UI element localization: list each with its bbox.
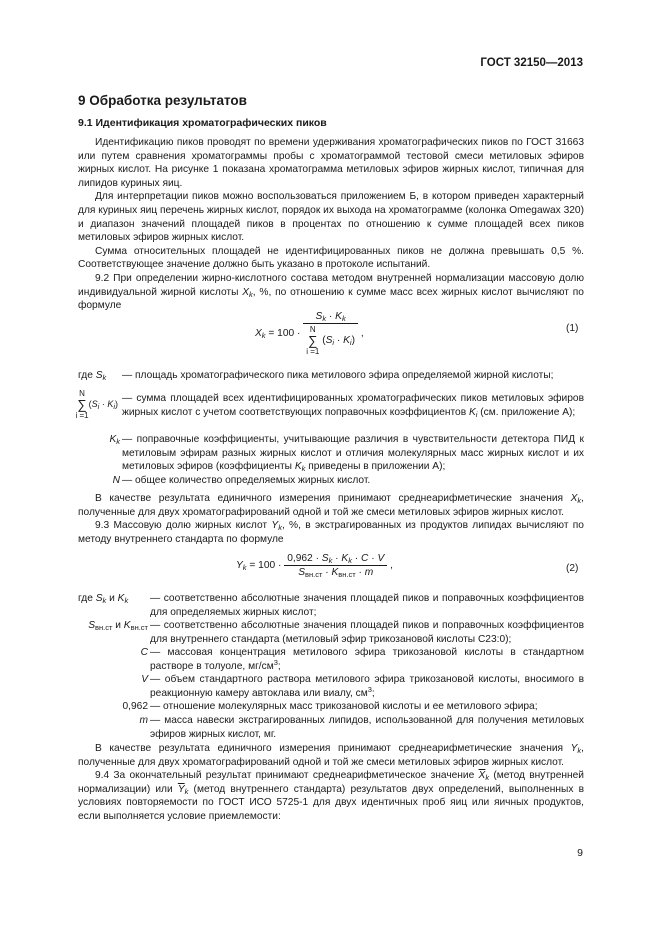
def-desc-kk: — поправочные коэффициенты, учитывающие различия в чувствительности детектора ПИД к метиловым эфирам разных жирных кислот и отличия молекулярных масс жирных кислот и их метиловых эфиров (коэффициенты $K_k$ приведены в приложении А); xyxy=(122,434,584,474)
paragraph-unidentified: Сумма относительных площадей не идентифицированных пиков не должна превышать 0,5 %. Соответствующее значение должно быть указано в протоколе испытаний. xyxy=(78,245,584,271)
standard-header: ГОСТ 32150—2013 xyxy=(480,57,583,69)
paragraph-appendix-b: Для интерпретации пиков можно воспользоваться приложением Б, в котором приведен характерный для куриных яиц перечень жирных кислот, порядок их выхода на хроматограмме (колонка Omegawax 320) и диапазон значений площадей пиков в процентах по отношению к сумме площадей всех пиков метиловых эфиров жирных кислот. xyxy=(78,191,584,244)
paragraph-9-2: 9.2 При определении жирно-кислотного состава методом внутренней нормализации массовую долю индивидуальной жирной кислоты $X_k$, %, по отношению к сумме масс всех жирных кислот вычисляют по формуле xyxy=(78,272,584,312)
def-term-sum: N ∑ $i =1(S_i \cdot K_i)$ xyxy=(75,389,118,420)
section-9-2-result xyxy=(78,492,584,546)
def-desc-sum: — сумма площадей всех идентифицированных хроматографических пиков метиловых эфиров жирных кислот с учетом соответствующих поправочных коэффициентов $K_i$ (см. приложение А); xyxy=(122,393,584,419)
def-desc-c: — массовая концентрация метилового эфира трикозановой кислоты в стандартном растворе в толуоле, $мг/см^3$; xyxy=(150,647,584,672)
def-term-v: V xyxy=(141,674,148,685)
def-desc-std: — соответственно абсолютные значения площадей пиков и поправочных коэффициентов для внутреннего стандарта (метиловый эфир трикозановой кислоты С23:0); xyxy=(150,620,584,645)
page-number: 9 xyxy=(577,847,583,859)
formula-2-number: (2) xyxy=(566,563,579,574)
formula-2: $Y_k = 100$ · $\frac{0,962 \cdot S_k \cdot K_k \cdot C \cdot V}{S_{вн.ст} \cdot K_{вн.ст} \cdot m}$ , xyxy=(236,553,393,579)
def-term-sk: где $S_k$ xyxy=(78,370,107,382)
paragraph-result-yk: В качестве результата единичного измерения принимают среднеарифметические значения $Y_k$, полученные для двух хроматографирований одной и той же смеси метиловых эфиров жирных кислот. xyxy=(78,743,584,768)
definitions-formula-2 xyxy=(78,592,584,740)
formula-1: $X_k = 100$ · $S_k \cdot K_k$ N ∑ i =1 $(S_i \cdot K_i)$ , xyxy=(255,311,364,356)
def-desc-n: — общее количество определяемых жирных кислот. xyxy=(122,475,371,486)
paragraph-result-xk: В качестве результата единичного измерения принимают среднеарифметические значения $X_k$, полученные для двух хроматографирований одной и той же смеси метиловых эфиров жирных кислот. xyxy=(78,493,584,518)
def-term-kk: $K_k$ xyxy=(109,434,120,446)
def-desc-sk-kk: — соответственно абсолютные значения площадей пиков и поправочных коэффициентов для определяемых жирных кислот; xyxy=(150,593,584,618)
section-9-1-text xyxy=(78,136,584,313)
def-desc-m: — масса навески экстрагированных липидов, использованной для получения метиловых эфиров жирных кислот, мг. xyxy=(150,715,584,740)
def-desc-sk: — площадь хроматографического пика метилового эфира определяемой жирной кислоты; xyxy=(122,370,554,381)
def-desc-ratio: — отношение молекулярных масс трикозановой кислоты и ее метилового эфира; xyxy=(150,701,538,712)
def-term-n: N xyxy=(112,475,120,486)
section-title: 9 Обработка результатов xyxy=(78,93,247,108)
formula-1-number: (1) xyxy=(566,323,579,334)
paragraph-identification: Идентификацию пиков проводят по времени удерживания хроматографических пиков по ГОСТ 31663 или путем сравнения хроматограммы пробы с хроматограммой тестовой смеси метиловых эфиров жирных кислот. На рисунке 1 показана хроматограмма метиловых эфиров жирных кислот, типичная для липидов куриных яиц. xyxy=(78,137,584,189)
paragraph-9-3: 9.3 Массовую долю жирных кислот $Y_k$, %, в экстрагированных из продуктов липидах вычисляют по методу внутреннего стандарта по формуле xyxy=(78,520,584,545)
section-9-3-result xyxy=(78,742,584,824)
definitions-formula-1 xyxy=(75,369,584,494)
def-term-m: m xyxy=(139,715,148,726)
def-term-std: $S_{вн.ст}$ и $K_{вн.ст}$ xyxy=(88,620,148,632)
def-desc-v: — объем стандартного раствора метилового эфира трикозановой кислоты, вносимого в реакционную камеру автоклава или виалу, $см^3$; xyxy=(150,674,584,699)
def-term-sk-kk: где $S_k$ и $K_k$ xyxy=(78,593,129,605)
def-term-ratio: 0,962 xyxy=(122,701,148,712)
def-term-c: C xyxy=(140,647,148,658)
subsection-title: 9.1 Идентификация хроматографических пиков xyxy=(78,117,327,129)
paragraph-9-4: 9.4 За окончательный результат принимают среднеарифметическое значение $\overline{X}_k$ (метод внутренней нормализации) или $\overline{Y}_k$ (метод внутреннего стандарта) результатов двух определений, выполненных в условиях повторяемости по ГОСТ ИСО 5725-1 для двух идентичных проб яиц или яичных продуктов, если выполняется условие приемлемости: xyxy=(78,770,584,822)
